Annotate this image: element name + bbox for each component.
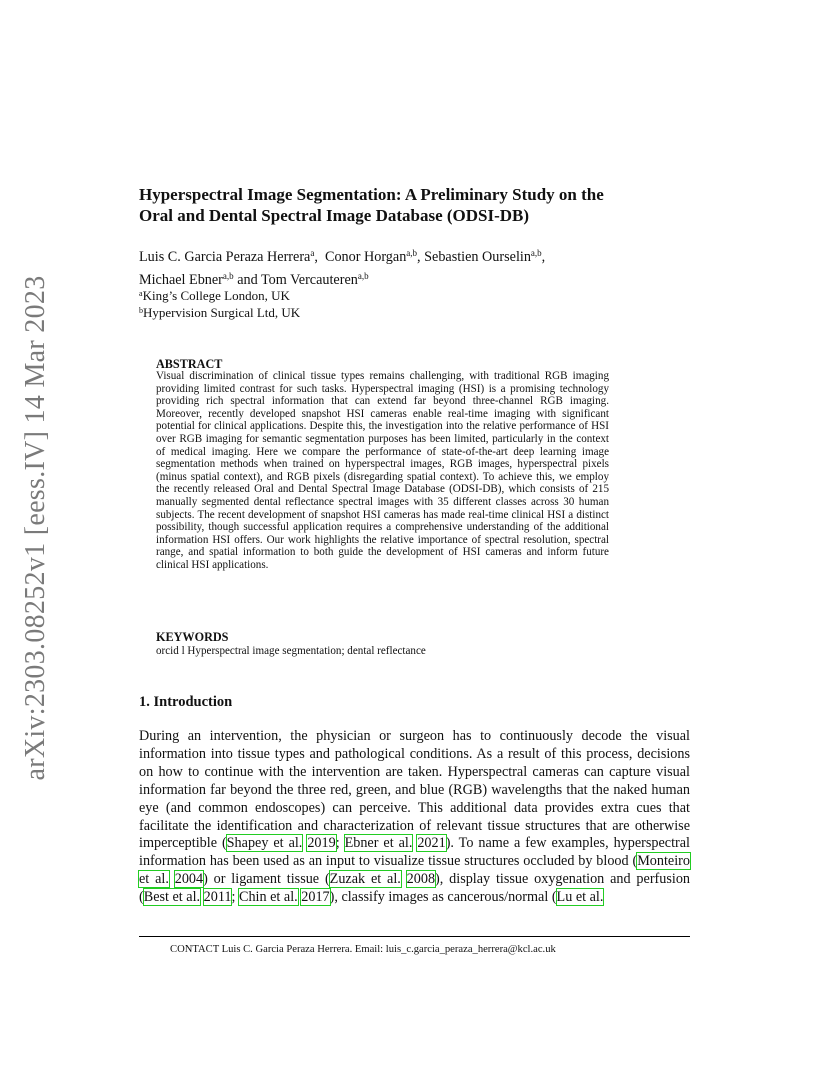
citation-link-lu[interactable]: Lu et al. bbox=[556, 889, 604, 906]
citation-year-best[interactable]: 2011 bbox=[203, 889, 232, 906]
intro-text-4: ), display tissue oxygenation and perfusion ( bbox=[139, 871, 691, 906]
citation-year-shapey[interactable]: 2019 bbox=[307, 835, 336, 852]
citation-link-shapey[interactable]: Shapey et al. bbox=[226, 835, 303, 852]
author-1-affil: a bbox=[310, 248, 315, 258]
affiliation-a-mark: a bbox=[139, 289, 143, 298]
contact-footnote: CONTACT Luis C. Garcia Peraza Herrera. Email: luis_c.garcia_peraza_herrera@kcl.ac.uk bbox=[170, 944, 556, 955]
title-line-2: Oral and Dental Spectral Image Database (ODSI-DB) bbox=[139, 206, 530, 225]
author-3: Sebastien Ourselin bbox=[424, 249, 531, 265]
intro-text-5: ), classify images as cancerous/normal ( bbox=[329, 889, 557, 906]
abstract-heading: ABSTRACT bbox=[156, 357, 223, 371]
citation-link-best[interactable]: Best et al. bbox=[143, 889, 201, 906]
affiliation-a-text: King’s College London, UK bbox=[142, 288, 290, 303]
citation-link-chin[interactable]: Chin et al. bbox=[238, 889, 298, 906]
author-4: Michael Ebner bbox=[139, 272, 223, 288]
author-5-affil: a,b bbox=[357, 271, 369, 281]
introduction-paragraph bbox=[139, 728, 690, 907]
author-list: Luis C. Garcia Peraza Herrera$^a$, Conor Horgan$^{a,b}$, Sebastien Ourselin$^{a,b}$, Michael Ebner$^{a,b}$ and Tom Vercauteren$^{a,b}$ bbox=[139, 248, 546, 288]
arxiv-identifier-text: arXiv:2303.08252v1 [eess.IV] 14 Mar 2023 bbox=[20, 275, 51, 781]
abstract-text: Visual discrimination of clinical tissue types remains challenging, with traditional RGB imaging providing limited contrast for such tasks. Hyperspectral imaging (HSI) is a promising technology providing rich spectral information that can extend far beyond three-channel RGB imaging. Moreover, recently developed snapshot HSI cameras enable real-time imaging with significant potential for clinical applications. Despite this, the investigation into the relative performance of HSI over RGB imaging for semantic segmentation purposes has been limited, particularly in the context of medical imaging. Here we compare the performance of state-of-the-art deep learning image segmentation methods when trained on hyperspectral images, RGB images, hyperspectral pixels (minus spatial context), and RGB pixels (disregarding spatial context). To achieve this, we employ the recently released Oral and Dental Spectral Image Database (ODSI-DB), which consists of 215 manually segmented dental reflectance spectral images with 35 different classes across 30 human subjects. The recent development of snapshot HSI cameras has made real-time clinical HSI a distinct possibility, though successful application requires a comprehensive understanding of the additional information HSI offers. Our work highlights the relative importance of spectral resolution, spectral range, and spatial information to both guide the development of HSI cameras and inform future clinical HSI applications. bbox=[156, 370, 609, 571]
intro-sep-1: ; bbox=[335, 835, 345, 852]
citation-year-monteiro[interactable]: 2004 bbox=[174, 871, 204, 888]
citation-year-ebner[interactable]: 2021 bbox=[417, 835, 446, 852]
author-1: Luis C. Garcia Peraza Herrera bbox=[139, 249, 311, 265]
author-3-affil: a,b bbox=[530, 248, 542, 258]
title-line-1: Hyperspectral Image Segmentation: A Preliminary Study on the bbox=[139, 185, 604, 204]
affiliation-b bbox=[139, 303, 539, 321]
author-4-affil: a,b bbox=[222, 271, 234, 281]
footnote-divider bbox=[139, 936, 690, 937]
citation-link-ebner[interactable]: Ebner et al. bbox=[344, 835, 413, 852]
affiliation-a bbox=[139, 286, 539, 304]
citation-year-zuzak[interactable]: 2008 bbox=[406, 871, 436, 888]
intro-text-2: ). To name a few examples, hyperspectral information has been used as an input to visualize tissue structures occluded by blood ( bbox=[139, 835, 690, 870]
keywords-text: orcid l Hyperspectral image segmentation; dental reflectance bbox=[156, 645, 426, 657]
affiliation-b-text: Hypervision Surgical Ltd, UK bbox=[143, 305, 301, 320]
intro-sep-2: ; bbox=[231, 889, 239, 906]
paper-title bbox=[139, 184, 699, 226]
citation-link-zuzak[interactable]: Zuzak et al. bbox=[329, 871, 401, 888]
affiliation-b-mark: b bbox=[139, 306, 143, 315]
citation-year-chin[interactable]: 2017 bbox=[301, 889, 330, 906]
author-5: Tom Vercauteren bbox=[261, 272, 358, 288]
author-2-affil: a,b bbox=[406, 248, 418, 258]
citation-link-monteiro[interactable]: Monteiro et al. bbox=[139, 853, 690, 888]
author-and: and bbox=[237, 272, 258, 288]
keywords-heading: KEYWORDS bbox=[156, 630, 229, 644]
intro-text-1: During an intervention, the physician or surgeon has to continuously decode the visual information into tissue types and pathological conditions. As a result of this process, decisions on how to continue with the intervention are taken. Hyperspectral cameras can capture visual information far beyond the three red, green, and blue (RGB) wavelengths that the naked human eye (and common endoscopes) can perceive. This additional data provides extra cues that facilitate the identification and characterization of relevant tissue structures that are otherwise imperceptible ( bbox=[139, 728, 690, 852]
author-2: Conor Horgan bbox=[324, 249, 407, 265]
section-heading-introduction: 1. Introduction bbox=[139, 694, 233, 710]
intro-text-3: ) or ligament tissue ( bbox=[203, 871, 330, 888]
